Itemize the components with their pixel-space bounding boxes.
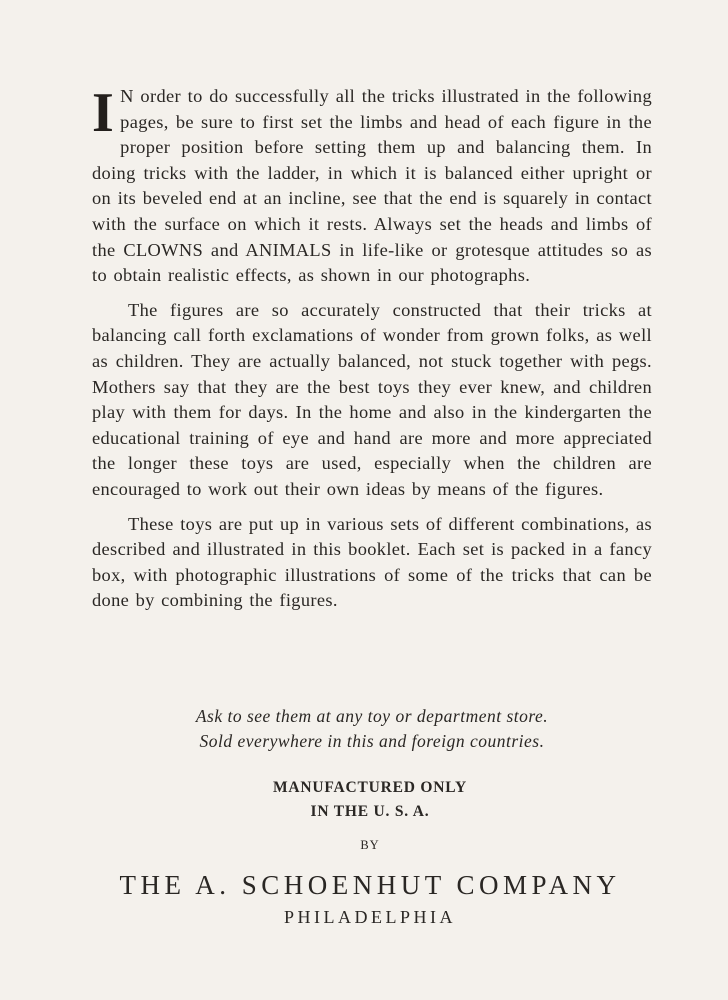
paragraph-figures: The figures are so accurately constructed that their tricks at balancing call forth exclamations of wonder from grown folks, as well as children. They are actually balanced, not stuck together with pegs. Mothers say that they are the best toys they ever knew, and children play with them for days. In the home and also in the kindergarten the educational training of eye and hand are more and more appreciated the longer these toys are used, especially when the children are encouraged to work out their own ideas by means of the figures.	[92, 299, 652, 499]
by-label: BY	[360, 838, 380, 852]
company-city: PHILADELPHIA	[284, 907, 456, 927]
company-name: THE A. SCHOENHUT COMPANY	[119, 870, 621, 900]
manufactured-line-2: IN THE U. S. A.	[310, 803, 430, 820]
store-note-line-1: Ask to see them at any toy or department store.	[195, 706, 549, 726]
paragraph-intro-text: N order to do successfully all the tricks illustrated in the following pages, be sure to first set the limbs and head of each figure in the proper position before setting them up and balancing them. In doing tricks with the ladder, in which it is balanced either upright or on its beveled end at an incline, see that the end is squarely in contact with the surface on which it rests. Always set the heads and limbs of the CLOWNS and ANIMALS in life-like or grotesque attitudes so as to obtain realistic effects, as shown in our photographs.	[92, 86, 652, 286]
store-note-line-2: Sold everywhere in this and foreign countries.	[199, 731, 545, 751]
manufactured-notice	[92, 776, 648, 824]
manufactured-line-1: MANUFACTURED ONLY	[272, 779, 467, 796]
paragraph-sets: These toys are put up in various sets of different combinations, as described and illustrated in this booklet. Each set is packed in a fancy box, with photographic illustrations of some of the tricks that can be done by combining the figures.	[92, 513, 652, 611]
paragraph-intro	[92, 84, 652, 289]
body-text	[92, 84, 652, 614]
store-notes	[92, 704, 652, 754]
drop-cap: I	[92, 82, 115, 144]
